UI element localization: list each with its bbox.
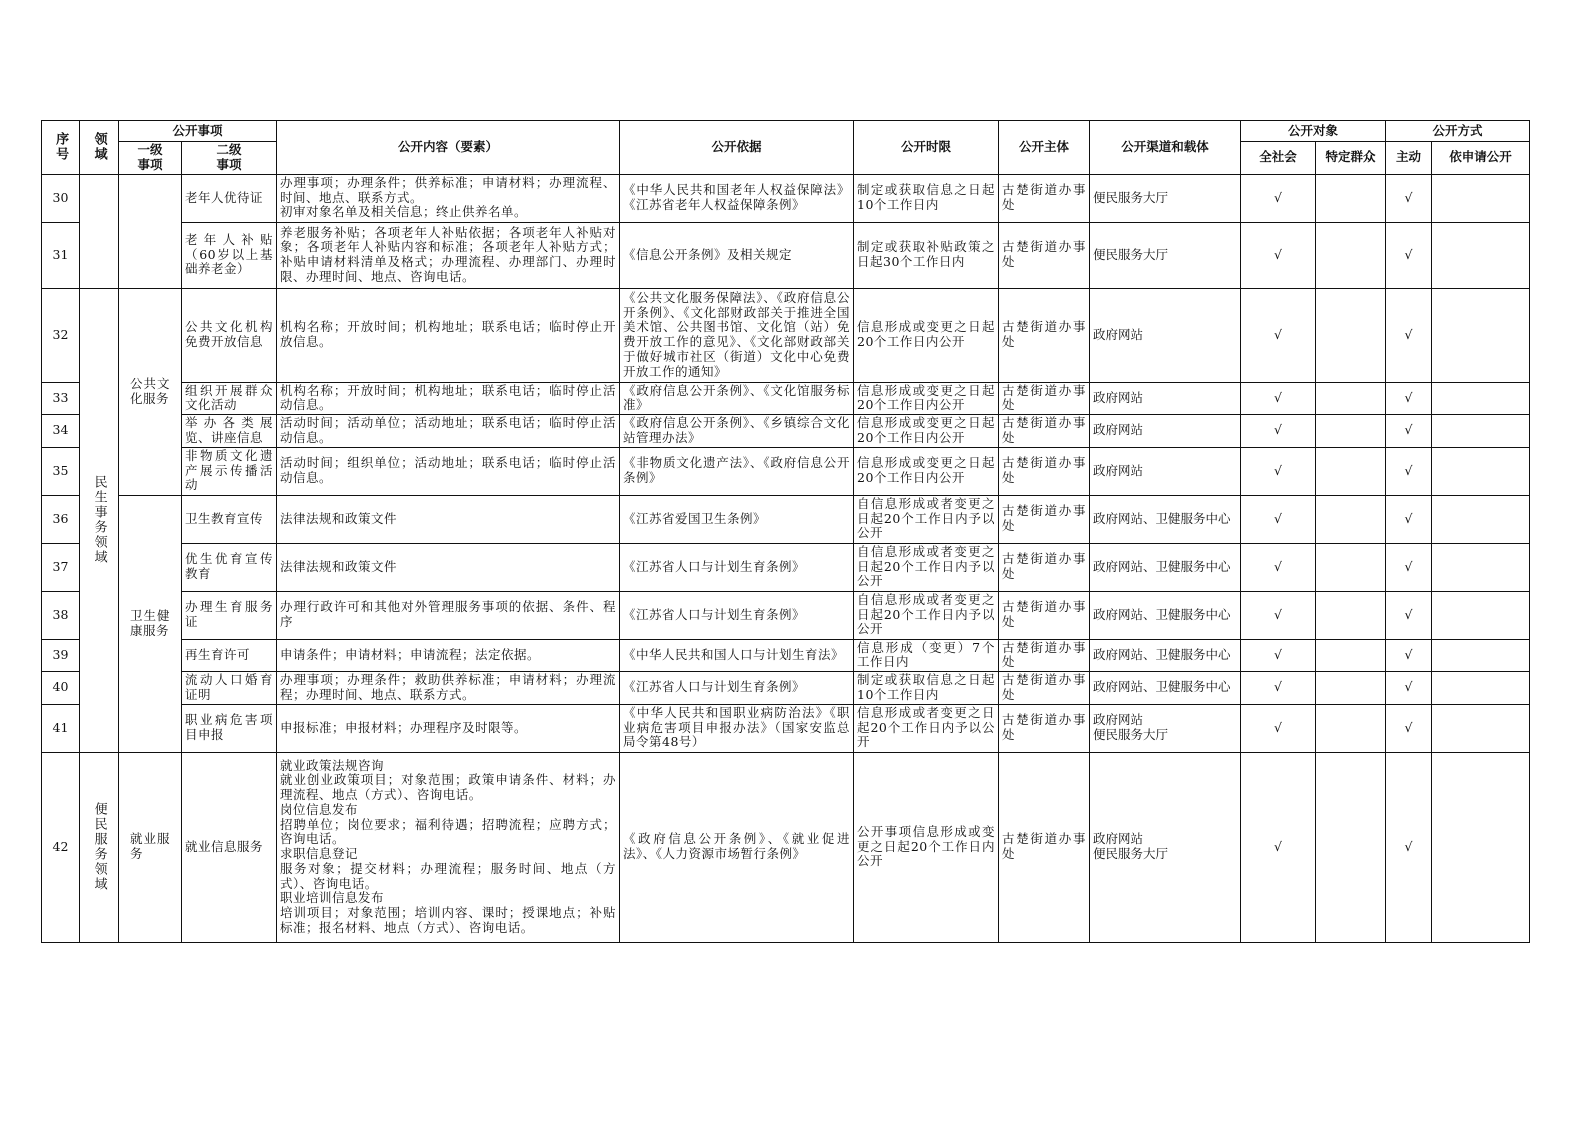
content-cell: 法律法规和政策文件 xyxy=(277,543,620,591)
subject-cell: 古楚街道办事处 xyxy=(999,672,1090,705)
time-limit-cell: 制定或获取信息之日起10个工作日内 xyxy=(854,174,999,222)
active-check: √ xyxy=(1386,222,1432,288)
specific-group-check xyxy=(1316,174,1386,222)
on-request-check xyxy=(1432,704,1530,752)
header-seq: 序号 xyxy=(42,121,80,175)
whole-society-check: √ xyxy=(1241,288,1316,382)
subject-cell: 古楚街道办事处 xyxy=(999,495,1090,543)
row-number: 40 xyxy=(42,672,80,705)
channel-cell: 政府网站 xyxy=(1090,288,1241,382)
level2-item: 老年人补贴（60岁以上基础养老金） xyxy=(182,222,277,288)
on-request-check xyxy=(1432,415,1530,448)
specific-group-check xyxy=(1316,639,1386,672)
whole-society-check: √ xyxy=(1241,591,1316,639)
basis-cell: 《江苏省爱国卫生条例》 xyxy=(620,495,854,543)
level1-employment-label: 就业服务 xyxy=(130,831,170,861)
header-method: 公开方式 xyxy=(1386,121,1530,142)
active-check: √ xyxy=(1386,591,1432,639)
header-whole-society: 全社会 xyxy=(1241,142,1316,175)
channel-cell: 政府网站、卫健服务中心 xyxy=(1090,639,1241,672)
level2-item: 公共文化机构免费开放信息 xyxy=(182,288,277,382)
time-limit-cell: 信息形成或者变更之日起20个工作日内予以公开 xyxy=(854,704,999,752)
table-row xyxy=(42,672,1530,705)
table-row xyxy=(42,704,1530,752)
whole-society-check: √ xyxy=(1241,222,1316,288)
header-level2: 二级事项 xyxy=(182,142,277,175)
level1-health xyxy=(119,495,182,752)
table-row xyxy=(42,174,1530,222)
header-on-request: 依申请公开 xyxy=(1432,142,1530,175)
row-number: 34 xyxy=(42,415,80,448)
level1-culture-label: 公共文化服务 xyxy=(130,375,170,406)
row-number: 42 xyxy=(42,752,80,942)
content-cell: 申报标准；申报材料；办理程序及时限等。 xyxy=(277,704,620,752)
whole-society-check: √ xyxy=(1241,639,1316,672)
table-row xyxy=(42,382,1530,415)
table-row xyxy=(42,288,1530,382)
on-request-check xyxy=(1432,174,1530,222)
specific-group-check xyxy=(1316,543,1386,591)
header-subject: 公开主体 xyxy=(999,121,1090,175)
row-number: 33 xyxy=(42,382,80,415)
subject-cell: 古楚街道办事处 xyxy=(999,382,1090,415)
on-request-check xyxy=(1432,672,1530,705)
channel-cell: 便民服务大厅 xyxy=(1090,222,1241,288)
row-number: 41 xyxy=(42,704,80,752)
whole-society-check: √ xyxy=(1241,415,1316,448)
subject-cell: 古楚街道办事处 xyxy=(999,639,1090,672)
basis-cell: 《政府信息公开条例》、《就业促进法》、《人力资源市场暂行条例》 xyxy=(620,752,854,942)
subject-cell: 古楚街道办事处 xyxy=(999,415,1090,448)
row-number: 36 xyxy=(42,495,80,543)
table-row xyxy=(42,495,1530,543)
content-cell: 办理事项；办理条件；救助供养标准；申请材料；办理流程；办理时间、地点、联系方式。 xyxy=(277,672,620,705)
channel-cell: 政府网站、卫健服务中心 xyxy=(1090,543,1241,591)
on-request-check xyxy=(1432,752,1530,942)
table-body xyxy=(42,174,1530,942)
header-level1: 一级事项 xyxy=(119,142,182,175)
time-limit-cell: 信息形成或变更之日起20个工作日内公开 xyxy=(854,447,999,495)
basis-cell: 《信息公开条例》及相关规定 xyxy=(620,222,854,288)
table-row xyxy=(42,639,1530,672)
basis-cell: 《公共文化服务保障法》、《政府信息公开条例》、《文化部财政部关于推进全国美术馆、公共图书馆、文化馆（站）免费开放工作的意见》、《文化部财政部关于做好城市社区（街道）文化中心免费开放工作的通知》 xyxy=(620,288,854,382)
channel-cell: 政府网站 xyxy=(1090,447,1241,495)
active-check: √ xyxy=(1386,415,1432,448)
active-check: √ xyxy=(1386,543,1432,591)
basis-cell: 《中华人民共和国老年人权益保障法》《江苏省老年人权益保障条例》 xyxy=(620,174,854,222)
content-cell: 机构名称；开放时间；机构地址；联系电话；临时停止开放信息。 xyxy=(277,288,620,382)
table-row xyxy=(42,415,1530,448)
time-limit-cell: 自信息形成或者变更之日起20个工作日内予以公开 xyxy=(854,495,999,543)
specific-group-check xyxy=(1316,495,1386,543)
active-check: √ xyxy=(1386,447,1432,495)
whole-society-check: √ xyxy=(1241,174,1316,222)
specific-group-check xyxy=(1316,704,1386,752)
on-request-check xyxy=(1432,288,1530,382)
time-limit-cell: 制定或获取补贴政策之日起30个工作日内 xyxy=(854,222,999,288)
time-limit-cell: 信息形成或变更之日起20个工作日内公开 xyxy=(854,288,999,382)
time-limit-cell: 信息形成（变更）7个工作日内 xyxy=(854,639,999,672)
content-cell: 机构名称；开放时间；机构地址；联系电话；临时停止活动信息。 xyxy=(277,382,620,415)
specific-group-check xyxy=(1316,752,1386,942)
content-cell: 申请条件；申请材料；申请流程；法定依据。 xyxy=(277,639,620,672)
active-check: √ xyxy=(1386,704,1432,752)
specific-group-check xyxy=(1316,222,1386,288)
level2-item: 组织开展群众文化活动 xyxy=(182,382,277,415)
active-check: √ xyxy=(1386,174,1432,222)
level1-health-label: 卫生健康服务 xyxy=(130,607,170,638)
channel-cell: 政府网站 便民服务大厅 xyxy=(1090,704,1241,752)
header-specific-group: 特定群众 xyxy=(1316,142,1386,175)
level1-employment xyxy=(119,752,182,942)
header-time-limit: 公开时限 xyxy=(854,121,999,175)
channel-cell: 政府网站、卫健服务中心 xyxy=(1090,672,1241,705)
basis-cell: 《政府信息公开条例》、《文化馆服务标准》 xyxy=(620,382,854,415)
time-limit-cell: 自信息形成或者变更之日起20个工作日内予以公开 xyxy=(854,591,999,639)
active-check: √ xyxy=(1386,382,1432,415)
level2-item: 再生育许可 xyxy=(182,639,277,672)
whole-society-check: √ xyxy=(1241,672,1316,705)
basis-cell: 《江苏省人口与计划生育条例》 xyxy=(620,672,854,705)
row-number: 30 xyxy=(42,174,80,222)
header-audience: 公开对象 xyxy=(1241,121,1386,142)
channel-cell: 便民服务大厅 xyxy=(1090,174,1241,222)
subject-cell: 古楚街道办事处 xyxy=(999,591,1090,639)
row-number: 35 xyxy=(42,447,80,495)
time-limit-cell: 自信息形成或者变更之日起20个工作日内予以公开 xyxy=(854,543,999,591)
table-row xyxy=(42,543,1530,591)
header-basis: 公开依据 xyxy=(620,121,854,175)
time-limit-cell: 信息形成或变更之日起20个工作日内公开 xyxy=(854,415,999,448)
whole-society-check: √ xyxy=(1241,752,1316,942)
active-check: √ xyxy=(1386,495,1432,543)
on-request-check xyxy=(1432,222,1530,288)
specific-group-check xyxy=(1316,382,1386,415)
row-number: 38 xyxy=(42,591,80,639)
disclosure-table xyxy=(41,120,1530,943)
level2-item: 老年人优待证 xyxy=(182,174,277,222)
content-cell: 法律法规和政策文件 xyxy=(277,495,620,543)
content-cell: 养老服务补贴；各项老年人补贴依据；各项老年人补贴对象；各项老年人补贴内容和标准；各项老年人补贴方式；补贴申请材料清单及格式；办理流程、办理部门、办理时限、办理时间、地点、咨询电话。 xyxy=(277,222,620,288)
specific-group-check xyxy=(1316,447,1386,495)
table-row xyxy=(42,447,1530,495)
subject-cell: 古楚街道办事处 xyxy=(999,543,1090,591)
field-minsheng-label: 民生事务领域 xyxy=(91,475,107,565)
level2-item: 举办各类展览、讲座信息 xyxy=(182,415,277,448)
subject-cell: 古楚街道办事处 xyxy=(999,288,1090,382)
whole-society-check: √ xyxy=(1241,495,1316,543)
row-number: 37 xyxy=(42,543,80,591)
field-bianmin xyxy=(80,752,119,942)
channel-cell: 政府网站 便民服务大厅 xyxy=(1090,752,1241,942)
active-check: √ xyxy=(1386,639,1432,672)
subject-cell: 古楚街道办事处 xyxy=(999,222,1090,288)
active-check: √ xyxy=(1386,288,1432,382)
header-field: 领域 xyxy=(80,121,119,175)
table-row xyxy=(42,591,1530,639)
basis-cell: 《非物质文化遗产法》、《政府信息公开条例》 xyxy=(620,447,854,495)
on-request-check xyxy=(1432,495,1530,543)
header-items: 公开事项 xyxy=(119,121,277,142)
level1-cell-blank xyxy=(119,174,182,288)
specific-group-check xyxy=(1316,672,1386,705)
level2-item: 职业病危害项目申报 xyxy=(182,704,277,752)
level2-item: 优生优育宣传教育 xyxy=(182,543,277,591)
level1-culture xyxy=(119,288,182,495)
level2-item: 办理生育服务证 xyxy=(182,591,277,639)
basis-cell: 《江苏省人口与计划生育条例》 xyxy=(620,543,854,591)
on-request-check xyxy=(1432,591,1530,639)
active-check: √ xyxy=(1386,752,1432,942)
whole-society-check: √ xyxy=(1241,704,1316,752)
header-channel: 公开渠道和载体 xyxy=(1090,121,1241,175)
row-number: 32 xyxy=(42,288,80,382)
field-cell-blank xyxy=(80,174,119,288)
on-request-check xyxy=(1432,382,1530,415)
subject-cell: 古楚街道办事处 xyxy=(999,752,1090,942)
header-active: 主动 xyxy=(1386,142,1432,175)
channel-cell: 政府网站 xyxy=(1090,415,1241,448)
basis-cell: 《江苏省人口与计划生育条例》 xyxy=(620,591,854,639)
on-request-check xyxy=(1432,543,1530,591)
field-bianmin-label: 便民服务领域 xyxy=(91,802,107,892)
channel-cell: 政府网站、卫健服务中心 xyxy=(1090,591,1241,639)
whole-society-check: √ xyxy=(1241,382,1316,415)
subject-cell: 古楚街道办事处 xyxy=(999,704,1090,752)
field-minsheng xyxy=(80,288,119,752)
table-row xyxy=(42,752,1530,942)
level2-item: 卫生教育宣传 xyxy=(182,495,277,543)
basis-cell: 《中华人民共和国职业病防治法》《职业病危害项目申报办法》（国家安监总局令第48号） xyxy=(620,704,854,752)
channel-cell: 政府网站 xyxy=(1090,382,1241,415)
level2-item: 就业信息服务 xyxy=(182,752,277,942)
row-number: 31 xyxy=(42,222,80,288)
level2-item: 非物质文化遗产展示传播活动 xyxy=(182,447,277,495)
on-request-check xyxy=(1432,447,1530,495)
time-limit-cell: 信息形成或变更之日起20个工作日内公开 xyxy=(854,382,999,415)
subject-cell: 古楚街道办事处 xyxy=(999,447,1090,495)
basis-cell: 《中华人民共和国人口与计划生育法》 xyxy=(620,639,854,672)
row-number: 39 xyxy=(42,639,80,672)
on-request-check xyxy=(1432,639,1530,672)
time-limit-cell: 公开事项信息形成或变更之日起20个工作日内公开 xyxy=(854,752,999,942)
content-cell: 办理行政许可和其他对外管理服务事项的依据、条件、程序 xyxy=(277,591,620,639)
table-row xyxy=(42,222,1530,288)
time-limit-cell: 制定或获取信息之日起10个工作日内 xyxy=(854,672,999,705)
whole-society-check: √ xyxy=(1241,447,1316,495)
basis-cell: 《政府信息公开条例》、《乡镇综合文化站管理办法》 xyxy=(620,415,854,448)
content-cell: 办理事项；办理条件；供养标准；申请材料；办理流程、时间、地点、联系方式。 初审对象名单及相关信息；终止供养名单。 xyxy=(277,174,620,222)
level2-item: 流动人口婚育证明 xyxy=(182,672,277,705)
specific-group-check xyxy=(1316,415,1386,448)
whole-society-check: √ xyxy=(1241,543,1316,591)
channel-cell: 政府网站、卫健服务中心 xyxy=(1090,495,1241,543)
header-content: 公开内容（要素） xyxy=(277,121,620,175)
specific-group-check xyxy=(1316,591,1386,639)
subject-cell: 古楚街道办事处 xyxy=(999,174,1090,222)
content-cell: 活动时间；组织单位；活动地址；联系电话；临时停止活动信息。 xyxy=(277,447,620,495)
content-cell: 活动时间；活动单位；活动地址；联系电话；临时停止活动信息。 xyxy=(277,415,620,448)
specific-group-check xyxy=(1316,288,1386,382)
active-check: √ xyxy=(1386,672,1432,705)
content-cell: 就业政策法规咨询 就业创业政策项目；对象范围；政策申请条件、材料；办理流程、地点（方式）、咨询电话。 岗位信息发布 招聘单位；岗位要求；福利待遇；招聘流程；应聘方式；咨询电话。 求职信息登记 服务对象；提交材料；办理流程；服务时间、地点（方式）、咨询电话。 职业培训信息发布 培训项目；对象范围；培训内容、课时；授课地点；补贴标准；报名材料、地点（方式）、咨询电话。 xyxy=(277,752,620,942)
